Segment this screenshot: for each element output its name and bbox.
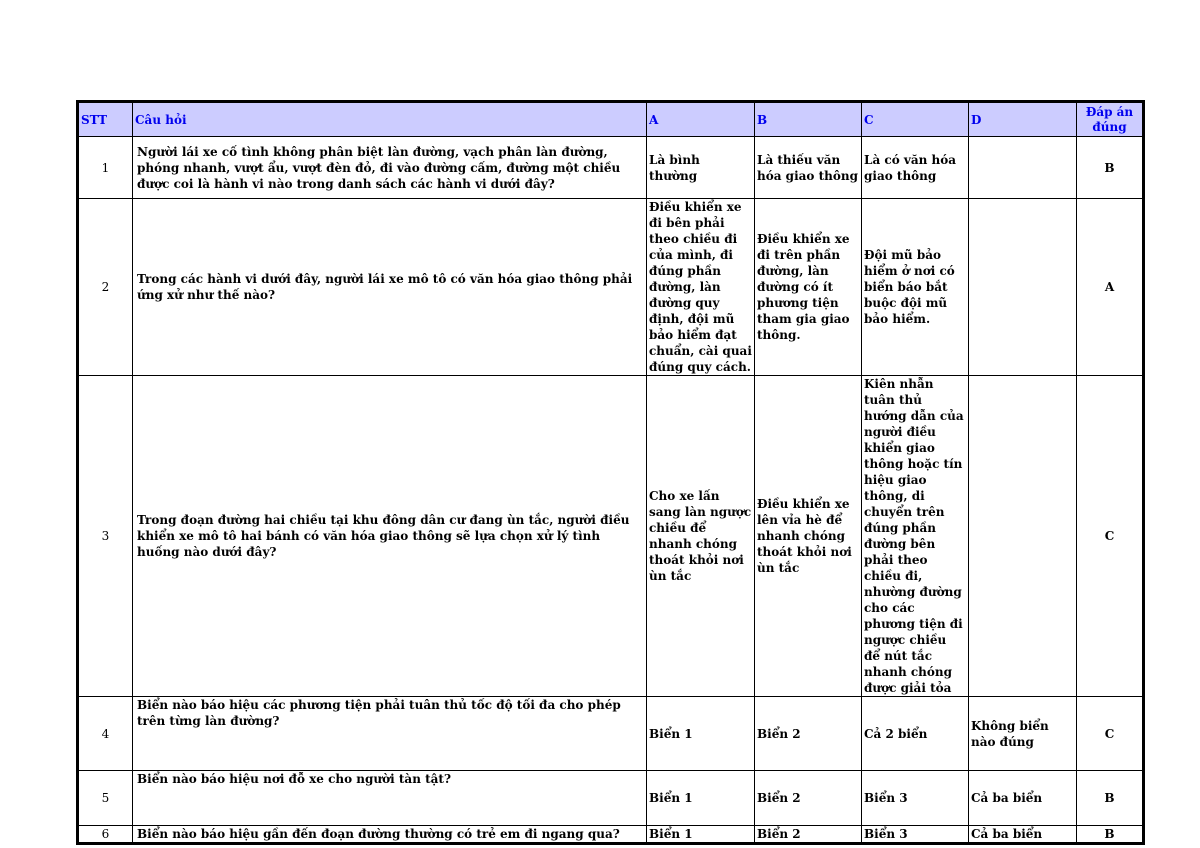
table-row bbox=[78, 826, 1144, 844]
option-c: Đội mũ bảo hiểm ở nơi có biển báo bắt buộc đội mũ bảo hiểm. bbox=[862, 199, 969, 376]
option-c: Là có văn hóa giao thông bbox=[862, 137, 969, 199]
option-c: Biển 3 bbox=[862, 826, 969, 844]
question-text: Trong đoạn đường hai chiều tại khu đông dân cư đang ùn tắc, người điều khiển xe mô tô hai bánh có văn hóa giao thông sẽ lựa chọn xử lý tình huống nào dưới đây? bbox=[133, 376, 647, 697]
option-c: Kiên nhẫn tuân thủ hướng dẫn của người điều khiển giao thông hoặc tín hiệu giao thông, di chuyển trên đúng phần đường bên phải theo chiều đi, nhường đường cho các phương tiện đi ngược chiều để nút tắc nhanh chóng được giải tỏa bbox=[862, 376, 969, 697]
table-row bbox=[78, 199, 1144, 376]
option-b: Biển 2 bbox=[755, 771, 862, 826]
option-b: Điều khiển xe lên vỉa hè để nhanh chóng thoát khỏi nơi ùn tắc bbox=[755, 376, 862, 697]
header-option-a: A bbox=[647, 102, 755, 137]
question-text: Người lái xe cố tình không phân biệt làn đường, vạch phân làn đường, phóng nhanh, vượt ẩu, vượt đèn đỏ, đi vào đường cấm, đường một chiều được coi là hành vi nào trong danh sách các hành vi dưới đây? bbox=[133, 137, 647, 199]
option-a: Biển 1 bbox=[647, 826, 755, 844]
table-row bbox=[78, 137, 1144, 199]
header-option-b: B bbox=[755, 102, 862, 137]
option-d: Không biển nào đúng bbox=[969, 697, 1077, 771]
correct-answer: A bbox=[1077, 199, 1144, 376]
table-body bbox=[78, 137, 1144, 844]
question-text: Trong các hành vi dưới đây, người lái xe mô tô có văn hóa giao thông phải ứng xử như thế nào? bbox=[133, 199, 647, 376]
header-option-c: C bbox=[862, 102, 969, 137]
table-row bbox=[78, 771, 1144, 826]
correct-answer: B bbox=[1077, 826, 1144, 844]
question-text: Biển nào báo hiệu các phương tiện phải tuân thủ tốc độ tối đa cho phép trên từng làn đường? bbox=[133, 697, 647, 771]
option-d bbox=[969, 376, 1077, 697]
row-number: 1 bbox=[78, 137, 133, 199]
row-number: 6 bbox=[78, 826, 133, 844]
table-header bbox=[78, 102, 1144, 137]
header-answer: Đáp án đúng bbox=[1077, 102, 1144, 137]
correct-answer: B bbox=[1077, 771, 1144, 826]
header-row bbox=[78, 102, 1144, 137]
option-b: Biển 2 bbox=[755, 697, 862, 771]
header-option-d: D bbox=[969, 102, 1077, 137]
option-c: Biển 3 bbox=[862, 771, 969, 826]
option-d: Cả ba biển bbox=[969, 771, 1077, 826]
option-a: Là bình thường bbox=[647, 137, 755, 199]
question-text: Biển nào báo hiệu gần đến đoạn đường thường có trẻ em đi ngang qua? bbox=[133, 826, 647, 844]
table-row bbox=[78, 376, 1144, 697]
row-number: 3 bbox=[78, 376, 133, 697]
correct-answer: B bbox=[1077, 137, 1144, 199]
row-number: 4 bbox=[78, 697, 133, 771]
correct-answer: C bbox=[1077, 376, 1144, 697]
quiz-table bbox=[76, 100, 1145, 845]
row-number: 5 bbox=[78, 771, 133, 826]
option-d bbox=[969, 199, 1077, 376]
header-stt: STT bbox=[78, 102, 133, 137]
option-b: Biển 2 bbox=[755, 826, 862, 844]
table-row bbox=[78, 697, 1144, 771]
option-a: Cho xe lấn sang làn ngược chiều để nhanh chóng thoát khỏi nơi ùn tắc bbox=[647, 376, 755, 697]
option-b: Là thiếu văn hóa giao thông bbox=[755, 137, 862, 199]
option-a: Điều khiển xe đi bên phải theo chiều đi của mình, đi đúng phần đường, làn đường quy định, đội mũ bảo hiểm đạt chuẩn, cài quai đúng quy cách. bbox=[647, 199, 755, 376]
question-text: Biển nào báo hiệu nơi đỗ xe cho người tàn tật? bbox=[133, 771, 647, 826]
option-d bbox=[969, 137, 1077, 199]
header-question: Câu hỏi bbox=[133, 102, 647, 137]
row-number: 2 bbox=[78, 199, 133, 376]
option-b: Điều khiển xe đi trên phần đường, làn đường có ít phương tiện tham gia giao thông. bbox=[755, 199, 862, 376]
option-d: Cả ba biển bbox=[969, 826, 1077, 844]
option-a: Biển 1 bbox=[647, 771, 755, 826]
correct-answer: C bbox=[1077, 697, 1144, 771]
option-a: Biển 1 bbox=[647, 697, 755, 771]
option-c: Cả 2 biển bbox=[862, 697, 969, 771]
